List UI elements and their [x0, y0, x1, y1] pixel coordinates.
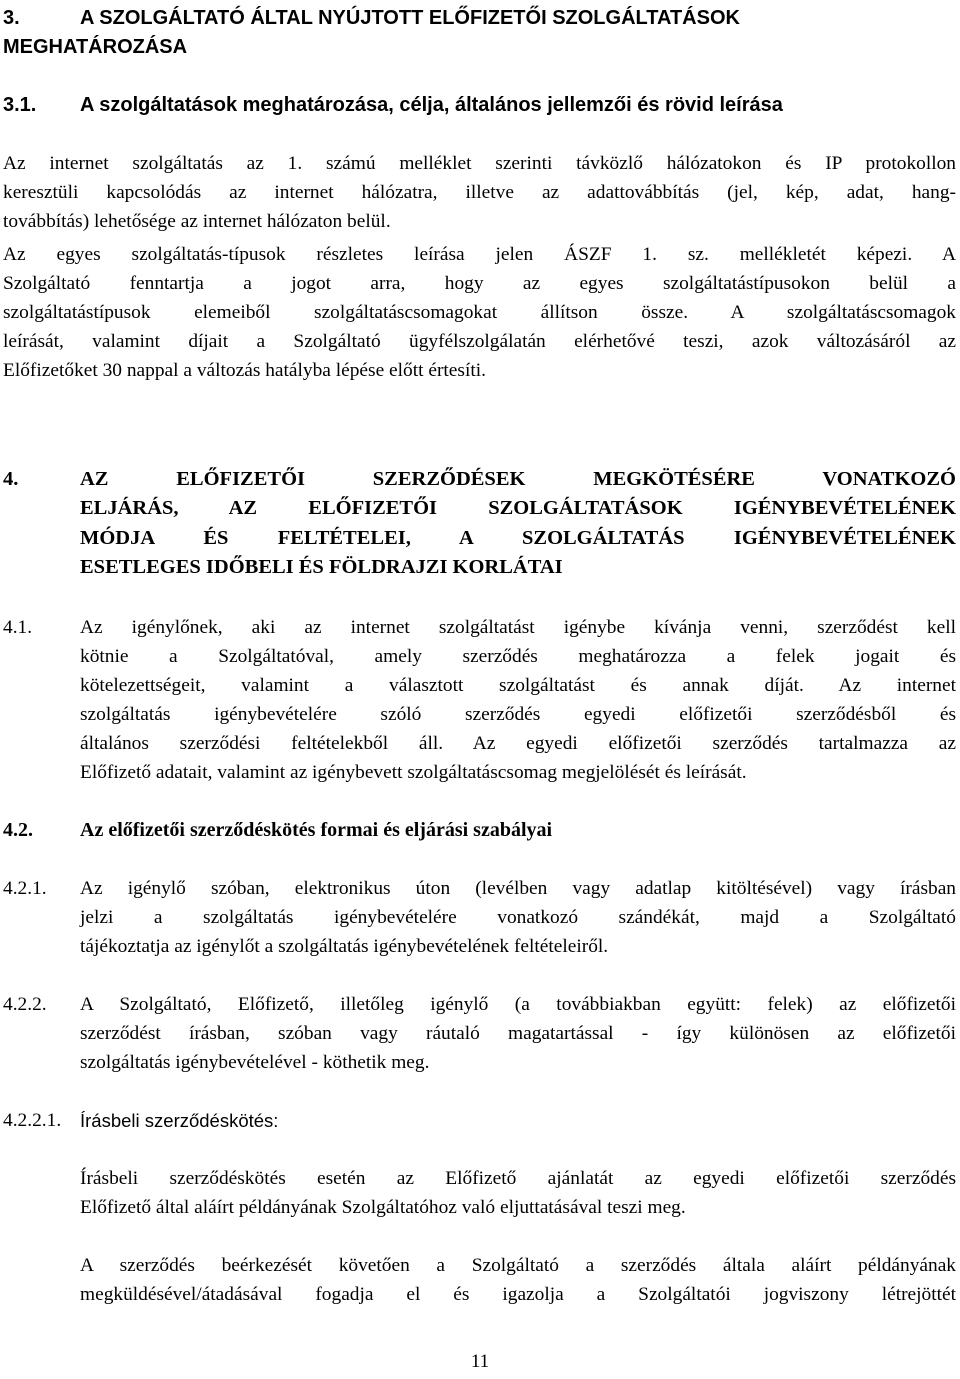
paragraph-written-contract-1	[80, 1164, 956, 1222]
written1-line2: Előfizető által aláírt példányának Szolgáltatóhoz való eljuttatásával teszi meg.	[80, 1197, 686, 1218]
section-4-2-2-1-number: 4.2.2.1.	[3, 1110, 62, 1131]
paragraph-internet-service	[3, 149, 956, 236]
section-4-1-line6: Előfizető adatait, valamint az igénybevett szolgáltatáscsomag megjelölését és leírását.	[80, 762, 747, 783]
section-4-1-text	[80, 613, 956, 787]
para2-line1: Az egyes szolgáltatás-típusok részletes leírása jelen ÁSZF 1. sz. mellékletét képezi. A	[3, 244, 956, 265]
section-3-title-line2: MEGHATÁROZÁSA	[3, 36, 188, 58]
section-4-1-line3: kötelezettségeit, valamint a választott szolgáltatást és annak díját. Az internet	[80, 675, 956, 696]
section-4-1-number: 4.1.	[3, 617, 33, 638]
para2-line5: Előfizetőket 30 nappal a változás hatályba lépése előtt értesíti.	[3, 360, 486, 381]
written2-line1: A szerződés beérkezését követően a Szolgáltató a szerződés általa aláírt példányának	[80, 1255, 956, 1276]
section-4-2-2-text	[80, 990, 956, 1077]
section-4-1-line1: Az igénylőnek, aki az internet szolgáltatást igénybe kívánja venni, szerződést kell	[80, 617, 956, 638]
section-4-2-1-line2: jelzi a szolgáltatás igénybevételére vonatkozó szándékát, majd a Szolgáltató	[80, 907, 956, 928]
section-4-2-2-number: 4.2.2.	[3, 994, 47, 1015]
section-3-1-number: 3.1.	[3, 94, 37, 116]
page-number: 11	[470, 1351, 490, 1372]
section-4-2-2-1-title: Írásbeli szerződéskötés:	[80, 1110, 279, 1131]
section-4-2-1-line3: tájékoztatja az igénylőt a szolgáltatás igénybevételének feltételeiről.	[80, 936, 609, 957]
section-4-1-line4: szolgáltatás igénybevételére szóló szerződés egyedi előfizetői szerződésből és	[80, 704, 956, 725]
written1-line1: Írásbeli szerződéskötés esetén az Előfizető ajánlatát az egyedi előfizetői szerződés	[80, 1168, 956, 1189]
para1-line2: keresztüli kapcsolódás az internet hálózatra, illetve az adattovábbítás (jel, kép, adat, hang-	[3, 182, 956, 203]
section-4-2-1-text	[80, 874, 956, 961]
section-4-title-line4: ESETLEGES IDŐBELI ÉS FÖLDRAJZI KORLÁTAI	[80, 555, 563, 578]
section-3-title-line1: A SZOLGÁLTATÓ ÁLTAL NYÚJTOTT ELŐFIZETŐI SZOLGÁLTATÁSOK	[80, 7, 740, 29]
section-4-1-line5: általános szerződési feltételekből áll. Az egyedi előfizetői szerződés tartalmazza az	[80, 733, 956, 754]
section-4-2-1-number: 4.2.1.	[3, 878, 47, 899]
section-4-2-1-line1: Az igénylő szóban, elektronikus úton (levélben vagy adatlap kitöltésével) vagy írásban	[80, 878, 956, 899]
section-4-title-line2: ELJÁRÁS, AZ ELŐFIZETŐI SZOLGÁLTATÁSOK IGÉNYBEVÉTELÉNEK	[80, 497, 956, 520]
paragraph-written-contract-2	[80, 1251, 956, 1309]
para1-line3: továbbítás) lehetősége az internet hálózaton belül.	[3, 211, 391, 232]
section-4-1-line2: kötnie a Szolgáltatóval, amely szerződés meghatározza a felek jogait és	[80, 646, 956, 667]
para2-line4: leírását, valamint díjait a Szolgáltató ügyfélszolgálatán elérhetővé teszi, azok változásáról az	[3, 331, 956, 352]
section-4-title-line1: AZ ELŐFIZETŐI SZERZŐDÉSEK MEGKÖTÉSÉRE VONATKOZÓ	[80, 468, 956, 490]
section-4-title-line3: MÓDJA ÉS FELTÉTELEI, A SZOLGÁLTATÁS IGÉNYBEVÉTELÉNEK	[80, 526, 956, 549]
section-4-2-2-line3: szolgáltatás igénybevételével - köthetik meg.	[80, 1052, 430, 1073]
section-4-2-number: 4.2.	[3, 819, 33, 841]
section-3-number: 3.	[3, 7, 20, 29]
section-4-2-title: Az előfizetői szerződéskötés formai és eljárási szabályai	[80, 819, 553, 841]
paragraph-service-types	[3, 240, 956, 385]
para2-line3: szolgáltatástípusok elemeiből szolgáltatáscsomagokat állítson össze. A szolgáltatáscsomagok	[3, 302, 956, 323]
section-4-title	[80, 465, 956, 582]
section-4-2-2-line1: A Szolgáltató, Előfizető, illetőleg igénylő (a továbbiakban együtt: felek) az előfizetői	[80, 994, 956, 1015]
section-4-number: 4.	[3, 468, 19, 490]
para1-line1: Az internet szolgáltatás az 1. számú melléklet szerinti távközlő hálózatokon és IP protokollon	[3, 153, 956, 174]
written2-line2: megküldésével/átadásával fogadja el és igazolja a Szolgáltatói jogviszony létrejöttét	[80, 1284, 956, 1305]
section-3-1-title: A szolgáltatások meghatározása, célja, általános jellemzői és rövid leírása	[80, 94, 783, 116]
para2-line2: Szolgáltató fenntartja a jogot arra, hogy az egyes szolgáltatástípusokon belül a	[3, 273, 956, 294]
section-4-2-2-line2: szerződést írásban, szóban vagy ráutaló magatartással - így különösen az előfizetői	[80, 1023, 956, 1044]
